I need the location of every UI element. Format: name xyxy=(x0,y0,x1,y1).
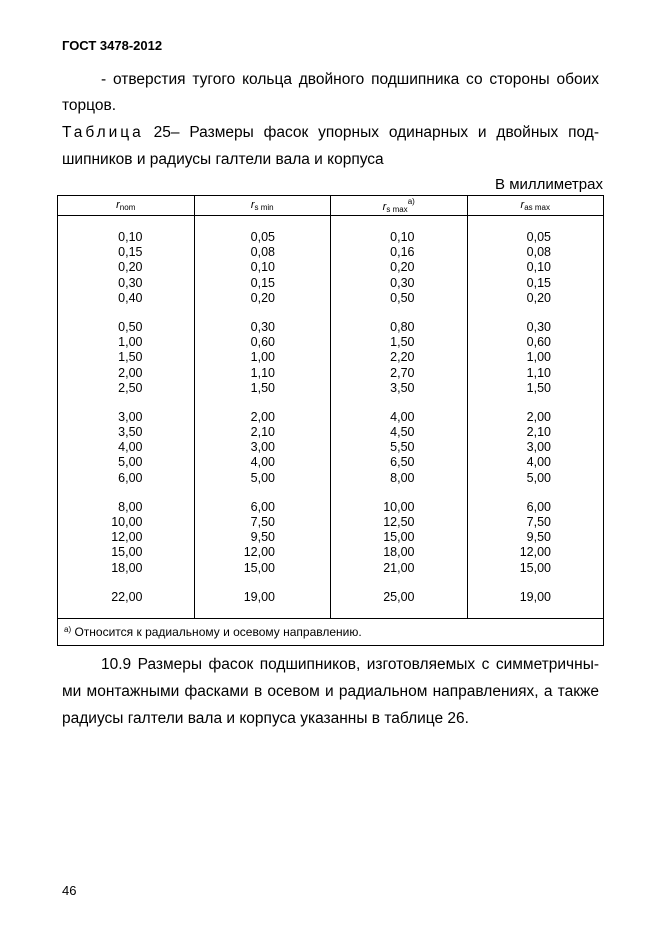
table-cell: 1,00 xyxy=(118,335,143,350)
table-cell: 0,15 xyxy=(250,275,275,290)
table-cell: 15,00 xyxy=(243,560,275,575)
table-cell: 2,00 xyxy=(526,409,551,424)
table-cell: 0,15 xyxy=(526,275,551,290)
table-cell: 0,08 xyxy=(526,245,551,260)
column-header-r-as-max: $r_{as max}$ xyxy=(467,196,604,216)
table-cell: 4,00 xyxy=(250,455,275,470)
paragraph-line: - отверстия тугого кольца двойного подшипника со стороны обоих xyxy=(101,71,599,88)
value-group xyxy=(468,320,604,396)
table-cell: 5,00 xyxy=(250,470,275,485)
table-cell: 4,00 xyxy=(118,440,143,455)
table-cell: 2,00 xyxy=(250,409,275,424)
document-header: ГОСТ 3478-2012 xyxy=(62,38,163,53)
table-cell: 12,00 xyxy=(243,545,275,560)
table-cell: 3,00 xyxy=(118,409,143,424)
table-cell: 0,08 xyxy=(250,245,275,260)
table-cell: 15,00 xyxy=(519,560,551,575)
table-cell: 0,10 xyxy=(250,260,275,275)
chamfer-table xyxy=(57,195,604,646)
table-cell: 15,00 xyxy=(111,545,143,560)
table-cell: 5,00 xyxy=(526,470,551,485)
table-cell: 0,80 xyxy=(390,319,415,334)
table-cell: 7,50 xyxy=(250,515,275,529)
table-cell: 8,00 xyxy=(118,499,143,514)
table-caption-line2: шипников и радиусы галтели вала и корпуса xyxy=(62,151,384,168)
table-cell: 0,30 xyxy=(390,275,415,290)
table-cell: 25,00 xyxy=(383,589,415,604)
table-cell: 12,00 xyxy=(111,530,143,545)
table-cell: 0,30 xyxy=(526,319,551,334)
table-cell: 0,15 xyxy=(118,245,143,260)
table-caption xyxy=(62,124,599,142)
value-group xyxy=(195,500,331,576)
table-cell: 8,00 xyxy=(390,470,415,485)
table-cell: 5,00 xyxy=(118,455,143,470)
table-cell: 6,00 xyxy=(526,499,551,514)
table-cell: 0,20 xyxy=(250,290,275,305)
paragraph-line: радиусы галтели вала и корпуса указанны в таблице 26. xyxy=(62,710,469,727)
table-cell: 0,60 xyxy=(526,335,551,350)
table-cell: 10,00 xyxy=(383,499,415,514)
table-cell: 7,50 xyxy=(526,515,551,529)
units-label: В миллиметрах xyxy=(495,176,603,193)
table-cell: 9,50 xyxy=(526,530,551,545)
table-cell: 2,50 xyxy=(118,380,143,395)
table-cell: 0,20 xyxy=(390,260,415,275)
table-cell: 2,20 xyxy=(390,350,415,365)
table-cell: 10,00 xyxy=(111,515,143,529)
table-cell: 22,00 xyxy=(111,589,143,604)
table-cell: 12,50 xyxy=(383,515,415,529)
table-cell: 0,16 xyxy=(390,245,415,260)
value-group xyxy=(58,500,194,576)
value-group xyxy=(195,320,331,396)
table-cell: 0,50 xyxy=(390,290,415,305)
caption-text: – Размеры фасок упорных одинарных и двойных под- xyxy=(170,124,599,141)
caption-number: 25 xyxy=(153,124,171,141)
paragraph-line: ми монтажными фасками в осевом и радиальном направлениях, а также xyxy=(62,683,599,700)
table-cell: 18,00 xyxy=(383,545,415,560)
table-cell: 4,00 xyxy=(390,409,415,424)
caption-label: Таблица xyxy=(62,124,144,141)
table-cell: 19,00 xyxy=(243,589,275,604)
table-cell: 6,50 xyxy=(390,455,415,470)
table-cell: 1,50 xyxy=(390,335,415,350)
table-cell: 6,00 xyxy=(250,499,275,514)
value-group xyxy=(58,230,194,306)
value-group xyxy=(468,590,604,605)
table-cell: 19,00 xyxy=(519,589,551,604)
table-cell: 4,00 xyxy=(526,455,551,470)
value-group xyxy=(331,500,467,576)
table-cell: 0,20 xyxy=(118,260,143,275)
column-header-r-nom: $r_{nom}$ xyxy=(58,196,195,216)
value-group xyxy=(468,230,604,306)
value-group xyxy=(195,230,331,306)
value-group xyxy=(331,590,467,605)
table-cell: 4,50 xyxy=(390,425,415,440)
table-cell: 0,20 xyxy=(526,290,551,305)
value-group xyxy=(58,320,194,396)
table-cell: 0,10 xyxy=(390,230,415,244)
table-cell: 3,00 xyxy=(250,440,275,455)
table-cell: 2,00 xyxy=(118,365,143,380)
table-cell: 1,50 xyxy=(250,380,275,395)
table-cell: 0,05 xyxy=(250,230,275,244)
value-group xyxy=(58,590,194,605)
value-group xyxy=(331,320,467,396)
table-cell: 9,50 xyxy=(250,530,275,545)
value-group xyxy=(468,500,604,576)
table-cell: 0,30 xyxy=(250,319,275,334)
table-cell: 1,50 xyxy=(118,350,143,365)
table-cell: 0,60 xyxy=(250,335,275,350)
table-cell: 0,10 xyxy=(526,260,551,275)
value-group xyxy=(195,410,331,486)
table-cell: 2,10 xyxy=(526,425,551,440)
value-group xyxy=(58,410,194,486)
page-number: 46 xyxy=(62,883,77,898)
table-cell: 0,05 xyxy=(526,230,551,244)
value-group xyxy=(468,410,604,486)
table-cell: 12,00 xyxy=(519,545,551,560)
table-cell: 1,00 xyxy=(250,350,275,365)
value-group xyxy=(195,590,331,605)
table-cell: 3,50 xyxy=(390,380,415,395)
table-cell: 2,10 xyxy=(250,425,275,440)
table-cell: 1,10 xyxy=(250,365,275,380)
table-cell: 1,50 xyxy=(526,380,551,395)
column-header-r-s-min: $r_{s min}$ xyxy=(194,196,331,216)
table-cell: 0,40 xyxy=(118,290,143,305)
table-column-r-s-max xyxy=(331,216,468,619)
table-cell: 21,00 xyxy=(383,560,415,575)
table-cell: 3,00 xyxy=(526,440,551,455)
paragraph-line: 10.9 Размеры фасок подшипников, изготовляемых с симметричны- xyxy=(101,656,599,673)
table-cell: 18,00 xyxy=(111,560,143,575)
value-group xyxy=(331,410,467,486)
table-column-r-s-min xyxy=(194,216,331,619)
table-cell: 3,50 xyxy=(118,425,143,440)
table-cell: 0,10 xyxy=(118,230,143,244)
value-group xyxy=(331,230,467,306)
table-cell: 1,10 xyxy=(526,365,551,380)
column-header-r-s-max: $r_{s max}^{а)}$ xyxy=(331,196,468,216)
table-cell: 6,00 xyxy=(118,470,143,485)
table-cell: 15,00 xyxy=(383,530,415,545)
table-cell: 2,70 xyxy=(390,365,415,380)
table-column-r-nom xyxy=(58,216,195,619)
table-cell: 1,00 xyxy=(526,350,551,365)
table-cell: 0,50 xyxy=(118,319,143,334)
table-cell: 0,30 xyxy=(118,275,143,290)
table-footnote: $^{а)}$ Относится к радиальному и осевому направлению. xyxy=(58,619,604,646)
paragraph-line: торцов. xyxy=(62,97,117,114)
table-cell: 5,50 xyxy=(390,440,415,455)
table-column-r-as-max xyxy=(467,216,604,619)
